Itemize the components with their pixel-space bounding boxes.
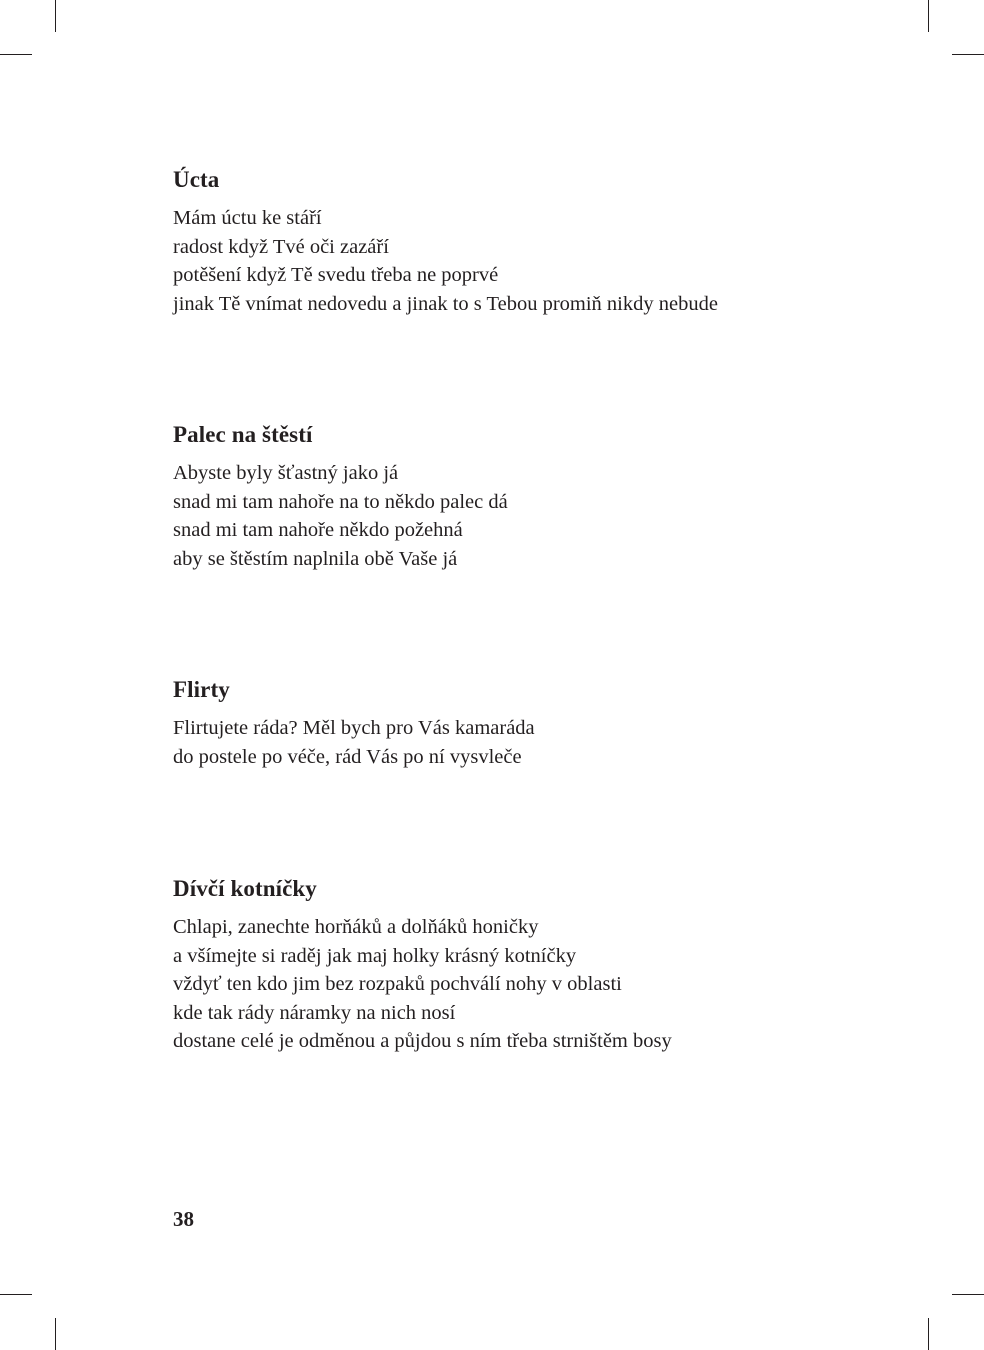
poem-ucta — [173, 166, 893, 318]
crop-mark-bottom-left-horizontal — [0, 1294, 32, 1295]
crop-mark-bottom-right-vertical — [928, 1318, 929, 1350]
poem-divci-kotnicky — [173, 875, 893, 1056]
poem-line: dostane celé je odměnou a půjdou s ním třeba strništěm bosy — [173, 1030, 672, 1053]
poem-line: kde tak rády náramky na nich nosí — [173, 1001, 456, 1024]
poem-title: Úcta — [173, 167, 220, 192]
crop-mark-top-left-vertical — [55, 0, 56, 32]
poem-line: Flirtujete ráda? Měl bych pro Vás kamaráda — [173, 717, 535, 739]
poem-line: snad mi tam nahoře na to někdo palec dá — [173, 490, 508, 513]
poem-flirty — [173, 676, 893, 771]
crop-mark-bottom-left-vertical — [55, 1318, 56, 1350]
poem-line: potěšení když Tě svedu třeba ne poprvé — [173, 264, 499, 287]
poem-title: Dívčí kotníčky — [173, 876, 317, 901]
poem-line: snad mi tam nahoře někdo požehná — [173, 519, 463, 542]
poem-line: Abyste byly šťastný jako já — [173, 462, 399, 484]
poem-line: Mám úctu ke stáří — [173, 207, 322, 229]
page-number: 38 — [173, 1207, 194, 1231]
crop-mark-bottom-right-horizontal — [952, 1294, 984, 1295]
poem-line: a všímejte si raděj jak maj holky krásný kotníčky — [173, 944, 577, 967]
poem-line: do postele po véče, rád Vás po ní vysvleče — [173, 745, 522, 768]
poem-title: Palec na štěstí — [173, 422, 313, 447]
crop-mark-top-left-horizontal — [0, 54, 32, 55]
poem-line: Chlapi, zanechte horňáků a dolňáků honičky — [173, 916, 539, 938]
poem-line: radost když Tvé oči zazáří — [173, 235, 389, 258]
poem-line: jinak Tě vnímat nedovedu a jinak to s Tebou promiň nikdy nebude — [173, 292, 718, 315]
poem-palec-na-stesti — [173, 421, 893, 573]
crop-mark-top-right-horizontal — [952, 54, 984, 55]
poem-title: Flirty — [173, 677, 230, 702]
poem-line: aby se štěstím naplnila obě Vaše já — [173, 547, 458, 570]
crop-mark-top-right-vertical — [928, 0, 929, 32]
poem-line: vždyť ten kdo jim bez rozpaků pochválí nohy v oblasti — [173, 973, 622, 996]
